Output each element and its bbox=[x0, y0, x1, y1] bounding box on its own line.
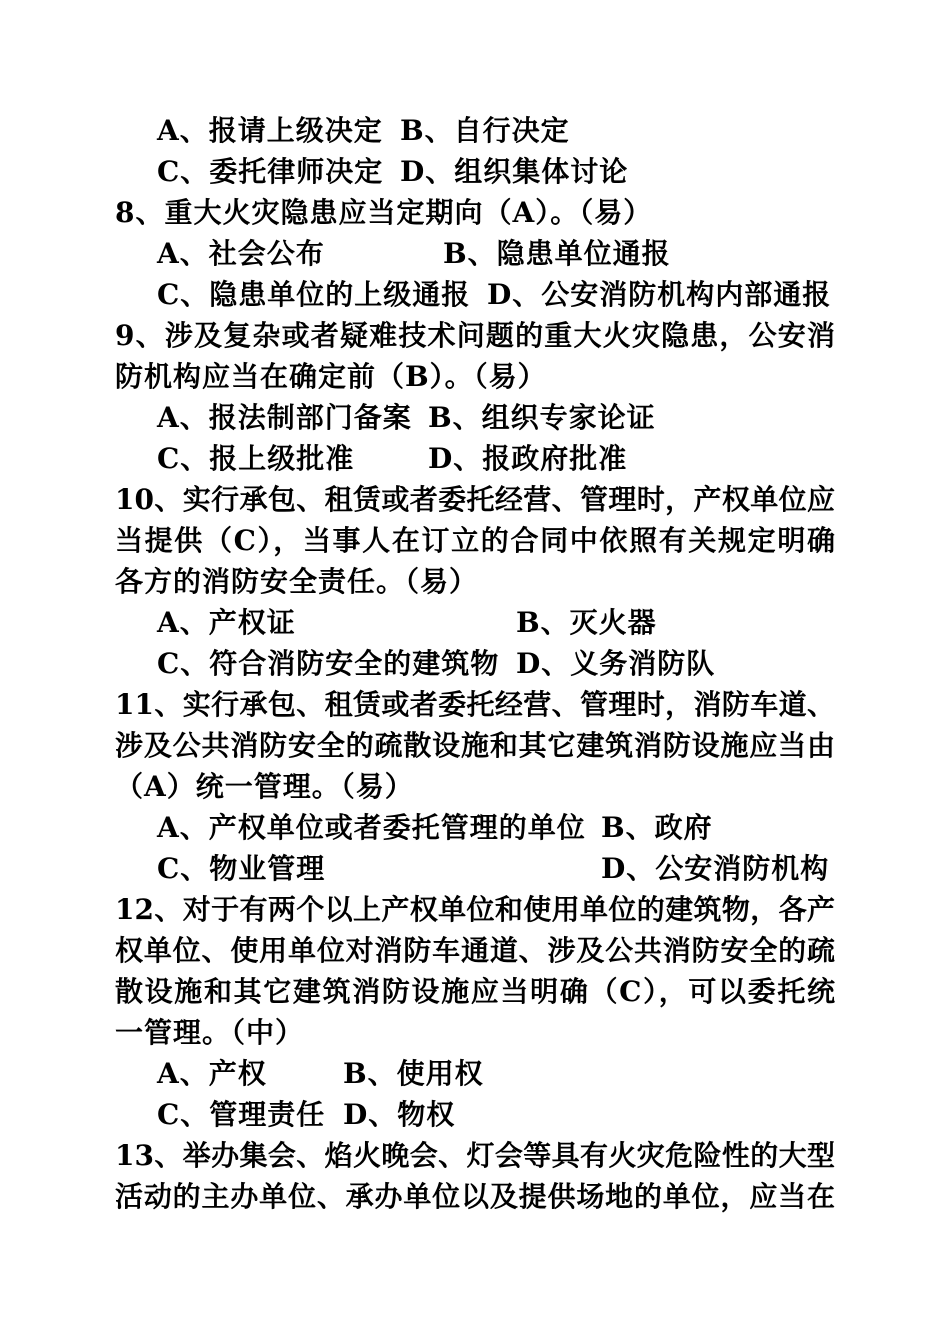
q12-option-c: C、管理责任 bbox=[157, 1098, 326, 1131]
q9-option-a: A、报法制部门备案 bbox=[157, 401, 412, 434]
q11-stem-line-2: 涉及公共消防安全的疏散设施和其它建筑消防设施应当由 bbox=[115, 729, 835, 762]
q8-option-b: B、隐患单位通报 bbox=[443, 237, 671, 270]
q7-option-a: A、报请上级决定 bbox=[157, 114, 383, 147]
q11-option-c: C、物业管理 bbox=[157, 852, 326, 885]
q10-stem-line-1: 10、实行承包、租赁或者委托经营、管理时，产权单位应 bbox=[115, 483, 835, 516]
q13-stem-line-1: 13、举办集会、焰火晚会、灯会等具有火灾危险性的大型 bbox=[115, 1139, 835, 1172]
q8-option-d: D、公安消防机构内部通报 bbox=[487, 278, 832, 311]
q10-option-b: B、灭火器 bbox=[516, 606, 657, 639]
q12-stem-line-1: 12、对于有两个以上产权单位和使用单位的建筑物，各产 bbox=[115, 893, 835, 926]
q12-option-b: B、使用权 bbox=[343, 1057, 484, 1090]
q11-option-a: A、产权单位或者委托管理的单位 bbox=[157, 811, 586, 844]
q12-stem-line-3: 散设施和其它建筑消防设施应当明确（C），可以委托统 bbox=[115, 975, 835, 1008]
q8-stem: 8、重大火灾隐患应当定期向（A）。（易） bbox=[115, 196, 653, 229]
q9-option-d: D、报政府批准 bbox=[428, 442, 628, 475]
q8-option-a: A、社会公布 bbox=[157, 237, 325, 270]
q9-option-c: C、报上级批准 bbox=[157, 442, 355, 475]
q11-option-d: D、公安消防机构 bbox=[601, 852, 830, 885]
q12-option-a: A、产权 bbox=[157, 1057, 267, 1090]
q9-stem-line-1: 9、涉及复杂或者疑难技术问题的重大火灾隐患，公安消 bbox=[115, 319, 835, 352]
q12-option-d: D、物权 bbox=[343, 1098, 456, 1131]
q7-option-c: C、委托律师决定 bbox=[157, 155, 384, 188]
q7-option-b: B、自行决定 bbox=[400, 114, 570, 147]
q9-option-b: B、组织专家论证 bbox=[428, 401, 656, 434]
q11-option-b: B、政府 bbox=[601, 811, 713, 844]
q10-stem-line-2: 当提供（C），当事人在订立的合同中依照有关规定明确 bbox=[115, 524, 835, 557]
q9-stem-line-2: 防机构应当在确定前（B）。（易） bbox=[115, 360, 547, 393]
q8-option-c: C、隐患单位的上级通报 bbox=[157, 278, 471, 311]
q11-stem-line-3: （A）统一管理。（易） bbox=[115, 770, 414, 803]
q10-option-a: A、产权证 bbox=[157, 606, 296, 639]
q11-stem-line-1: 11、实行承包、租赁或者委托经营、管理时，消防车道、 bbox=[115, 688, 835, 721]
q10-option-c: C、符合消防安全的建筑物 bbox=[157, 647, 500, 680]
q12-stem-line-4: 一管理。（中） bbox=[115, 1016, 305, 1049]
q10-option-d: D、义务消防队 bbox=[516, 647, 716, 680]
q7-option-d: D、组织集体讨论 bbox=[400, 155, 629, 188]
q12-stem-line-2: 权单位、使用单位对消防车通道、涉及公共消防安全的疏 bbox=[115, 934, 835, 967]
q13-stem-line-2: 活动的主办单位、承办单位以及提供场地的单位，应当在 bbox=[115, 1180, 835, 1213]
q10-stem-line-3: 各方的消防安全责任。（易） bbox=[115, 565, 479, 598]
